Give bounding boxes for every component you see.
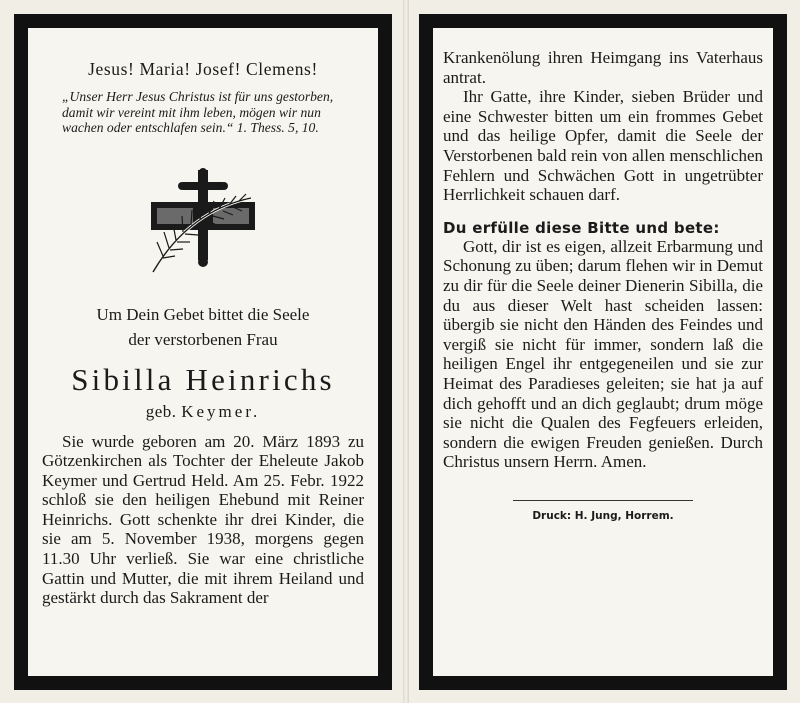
- right-page: [419, 14, 787, 690]
- cross-with-palm-branch-icon: [143, 168, 263, 278]
- intro-line-1: Um Dein Gebet bittet die Seele: [96, 304, 310, 324]
- left-page: [14, 14, 392, 690]
- left-page-content: [28, 28, 378, 676]
- scripture-quote: „Unser Herr Jesus Christus ist für uns gestorben, damit wir vereint mit ihm leben, mögen wir nun wachen oder entschlafen sein.“ 1. Thess. 5, 10.: [62, 89, 334, 135]
- intro-text: [42, 302, 364, 352]
- intro-line-2: der verstorbenen Frau: [128, 329, 278, 349]
- deceased-name: Sibilla Heinrichs: [71, 361, 335, 397]
- family-request-text: Ihr Gatte, ihre Kinder, sieben Brüder und eine Schwester bitten um ein frommes Gebet und das heilige Opfer, damit die Seele der Verstorbenen bald rein von allen menschlichen Fehlern und Schwächen Gott in ungetrübter Herrlichkeit schauen darf.: [443, 87, 763, 205]
- divider-line: [513, 500, 693, 501]
- maiden-name-surname: Keymer.: [181, 401, 261, 421]
- right-page-content: [433, 28, 773, 676]
- prayer-heading: Du erfülle diese Bitte und bete:: [443, 218, 720, 237]
- biography-continuation: Krankenölung ihren Heimgang ins Vaterhaus antrat.: [443, 48, 763, 87]
- maiden-name: [42, 402, 364, 422]
- printer-credit: Druck: H. Jung, Horrem.: [532, 509, 674, 522]
- invocation-heading: Jesus! Maria! Josef! Clemens!: [88, 59, 318, 79]
- prayer-text: Gott, dir ist es eigen, allzeit Erbarmung und Schonung zu üben; darum flehen wir in Demut zu dir für die Seele deiner Dienerin Sibilla, die du aus dieser Welt hast scheiden lassen: übergib sie nicht den Händen des Feindes und vergiß sie nicht für immer, sondern laß die heiligen Engel ihr entgegeneilen und sie zur Heimat des Paradieses geleiten; sie hat ja auf dich gehofft und an dich geglaubt; drum möge sie nicht die Qualen des Fegfeuers erleiden, sondern die ewigen Freuden genießen. Durch Christus unsern Herrn. Amen.: [443, 236, 763, 472]
- biography-text: Sie wurde geboren am 20. März 1893 zu Götzenkirchen als Tochter der Eheleute Jakob Keymer und Gertrud Held. Am 25. Febr. 1922 schloß sie den heiligen Ehebund mit Reiner Heinrichs. Gott schenkte ihr drei Kinder, die sie am 5. November 1938, morgens gegen 11.30 Uhr verließ. Sie war eine christliche Gattin und Mutter, die mit ihrem Heiland und gestärkt durch das Sakrament der: [42, 431, 364, 608]
- maiden-name-prefix: geb.: [145, 401, 177, 421]
- card-fold: [403, 0, 409, 703]
